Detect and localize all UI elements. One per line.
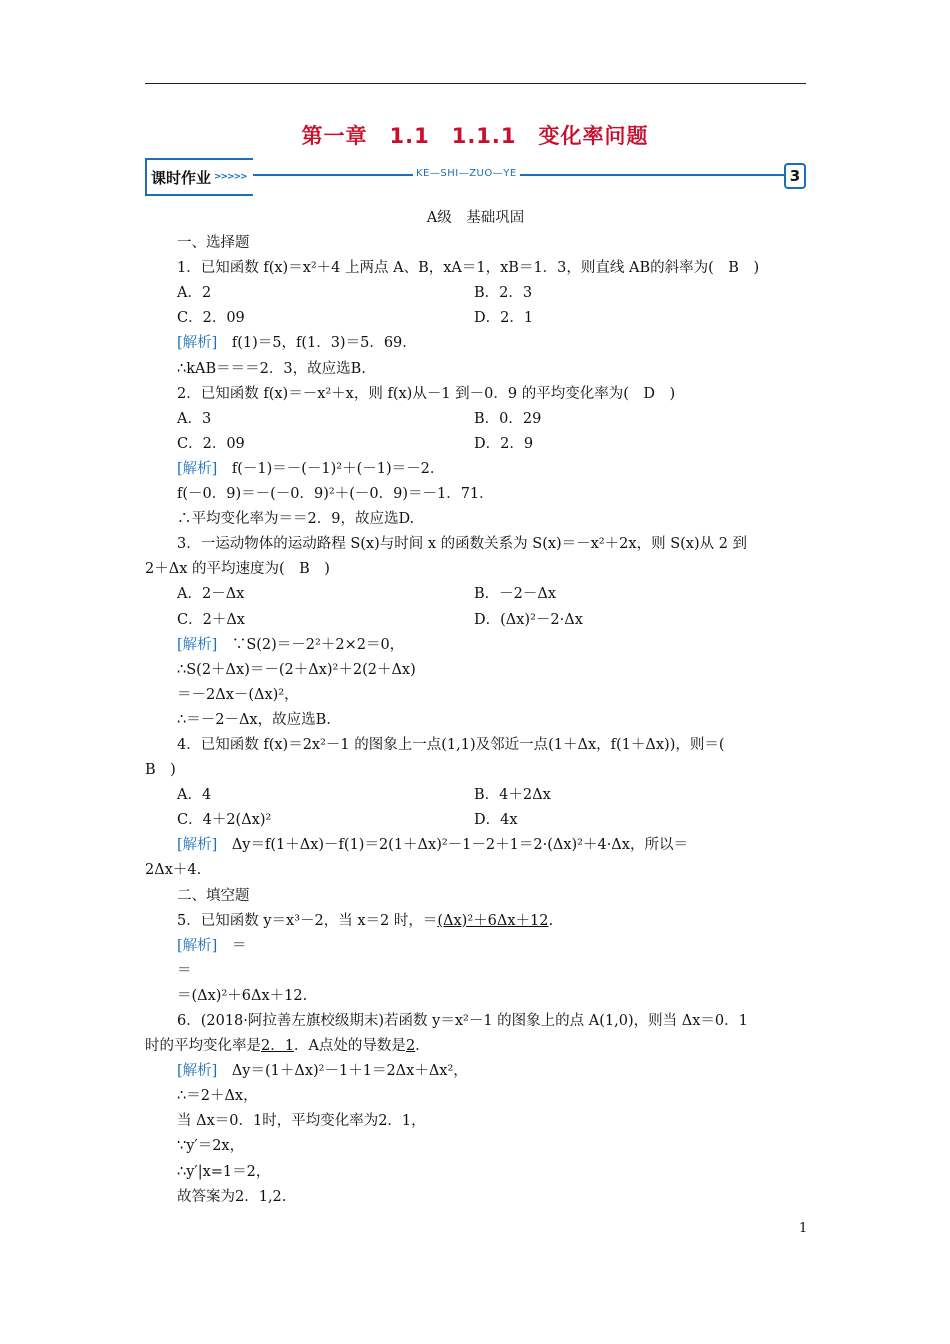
q6-solution-1 (145, 1059, 806, 1084)
q1-option-c: C．2．09 (177, 310, 245, 327)
q3-option-d: D．(Δx)²－2·Δx (474, 611, 583, 628)
q4-options-row1 (145, 783, 806, 808)
q1-options-row1 (145, 281, 806, 306)
q5-answer: (Δx)²＋6Δx＋12 (437, 912, 549, 929)
banner-label: 课时作业 (151, 168, 212, 187)
q2-option-b: B．0．29 (474, 410, 542, 427)
section-fill-heading: 二、填空题 (177, 887, 250, 904)
q5-solution-3: ＝(Δx)²＋6Δx＋12. (177, 987, 308, 1004)
q2-solution-3: ∴平均变化率为＝＝2．9，故应选D. (177, 511, 415, 528)
q2-option-d: D．2．9 (474, 435, 534, 452)
q6-stem-end: . (415, 1038, 420, 1055)
q1-solution-text-1: f(1)＝5，f(1．3)＝5．69． (217, 335, 417, 352)
q3-options-row2 (145, 608, 806, 633)
q6-solution-text-1: Δy＝(1＋Δx)²－1＋1＝2Δx＋Δx²， (217, 1063, 468, 1080)
q6-stem-mid: ．A点处的导数是 (293, 1038, 406, 1055)
q6-stem-1: 6．(2018·阿拉善左旗校级期末)若函数 y＝x²－1 的图象上的点 A(1,0)，则当 Δx＝0．1 (177, 1013, 748, 1029)
banner-number: 3 (784, 163, 806, 189)
q6-answer-1: 2．1 (261, 1038, 294, 1055)
q5-solution-1 (145, 934, 806, 959)
q4-options-row2 (145, 808, 806, 833)
q1-option-d: D．2．1 (474, 310, 534, 327)
q2-solution-2: f(－0．9)＝－(－0．9)²＋(－0．9)＝－1．71． (177, 486, 494, 503)
q3-solution-4: ∴＝－2－Δx，故应选B. (177, 711, 331, 728)
q1-options-row2 (145, 306, 806, 331)
q5-solution-2: ＝ (177, 962, 192, 979)
banner-code: KE—SHI—ZUO—YE (413, 168, 520, 179)
q2-solution-1 (145, 457, 806, 482)
page-title: 第一章 1.1 1.1.1 变化率问题 (301, 124, 649, 148)
q4-option-b: B．4＋2Δx (474, 787, 551, 804)
solution-tag: [解析] (177, 460, 218, 477)
q3-option-c: C．2＋Δx (177, 611, 245, 628)
level-heading: A级 基础巩固 (426, 210, 525, 226)
banner-arrows: >>>>> (214, 172, 247, 182)
q2-option-a: A．3 (177, 410, 212, 427)
q4-solution-2: 2Δx＋4. (145, 862, 202, 879)
q6-solution-3: 当 Δx＝0．1时，平均变化率为2．1， (177, 1113, 426, 1130)
q1-stem: 1．已知函数 f(x)＝x²＋4 上两点 A、B，xA＝1，xB＝1．3，则直线 AB的斜率为( B ) (177, 260, 760, 277)
q6-stem-text: 时的平均变化率是 (145, 1038, 261, 1055)
q2-solution-text-1: f(－1)＝－(－1)²＋(－1)＝－2． (217, 460, 445, 477)
q6-stem-2 (145, 1034, 806, 1059)
q5-solution-text-1: ＝ (217, 937, 247, 954)
q3-options-row1 (145, 582, 806, 607)
q3-option-a: A．2－Δx (177, 586, 245, 603)
q6-solution-6: 故答案为2．1,2. (177, 1188, 287, 1205)
solution-tag: [解析] (177, 837, 218, 854)
q3-solution-3: ＝－2Δx－(Δx)²， (177, 686, 299, 703)
solution-tag: [解析] (177, 335, 218, 352)
q2-stem: 2．已知函数 f(x)＝－x²＋x，则 f(x)从－1 到－0．9 的平均变化率为( D ) (177, 385, 676, 402)
q1-option-b: B．2．3 (474, 285, 533, 302)
q3-option-b: B．－2－Δx (474, 586, 557, 603)
q5-stem (145, 909, 806, 934)
q2-options-row1 (145, 407, 806, 432)
solution-tag: [解析] (177, 937, 218, 954)
q3-stem-1: 3．一运动物体的运动路程 S(x)与时间 x 的函数关系为 S(x)＝－x²＋2x，则 S(x)从 2 到 (177, 536, 748, 553)
section-choice-heading: 一、选择题 (177, 235, 250, 252)
q4-solution-1 (145, 833, 806, 858)
q6-solution-2: ∴＝2＋Δx， (177, 1088, 258, 1105)
q4-stem-1: 4．已知函数 f(x)＝2x²－1 的图象上一点(1,1)及邻近一点(1＋Δx，f(1＋Δx))，则＝( (177, 736, 725, 753)
q5-stem-text: 5．已知函数 y＝x³－2，当 x＝2 时，＝ (177, 912, 438, 929)
q6-answer-2: 2 (405, 1038, 416, 1055)
q2-options-row2 (145, 432, 806, 457)
q1-solution-2: ∴kAB＝＝＝2．3，故应选B. (177, 360, 366, 377)
q3-stem-2: 2＋Δx 的平均速度为( B ) (145, 561, 330, 578)
q4-solution-text-1: Δy＝f(1＋Δx)－f(1)＝2(1＋Δx)²－1－2＋1＝2·(Δx)²＋4·Δx，所以＝ (217, 837, 688, 854)
q6-solution-4: ∵y′＝2x， (177, 1138, 245, 1155)
q3-solution-text-1: ∵S(2)＝－2²＋2×2＝0， (217, 636, 405, 653)
q4-option-a: A．4 (177, 787, 212, 804)
q1-option-a: A．2 (177, 285, 212, 302)
q6-solution-5: ∴y′|x=1＝2， (177, 1163, 271, 1180)
q3-solution-2: ∴S(2＋Δx)＝－(2＋Δx)²＋2(2＋Δx) (177, 661, 416, 678)
q4-stem-2: B ) (145, 762, 176, 779)
q5-stem-end: . (548, 912, 554, 929)
document-body (145, 206, 806, 1210)
q3-solution-1 (145, 633, 806, 658)
page-number: 1 (799, 1221, 808, 1236)
header-rule (145, 83, 806, 84)
q4-option-d: D．4x (474, 812, 518, 829)
solution-tag: [解析] (177, 636, 218, 653)
banner-label-box (145, 158, 253, 196)
q1-solution-1 (145, 331, 806, 356)
q2-option-c: C．2．09 (177, 435, 245, 452)
q4-option-c: C．4＋2(Δx)² (177, 812, 272, 829)
homework-banner (145, 158, 806, 194)
solution-tag: [解析] (177, 1063, 218, 1080)
